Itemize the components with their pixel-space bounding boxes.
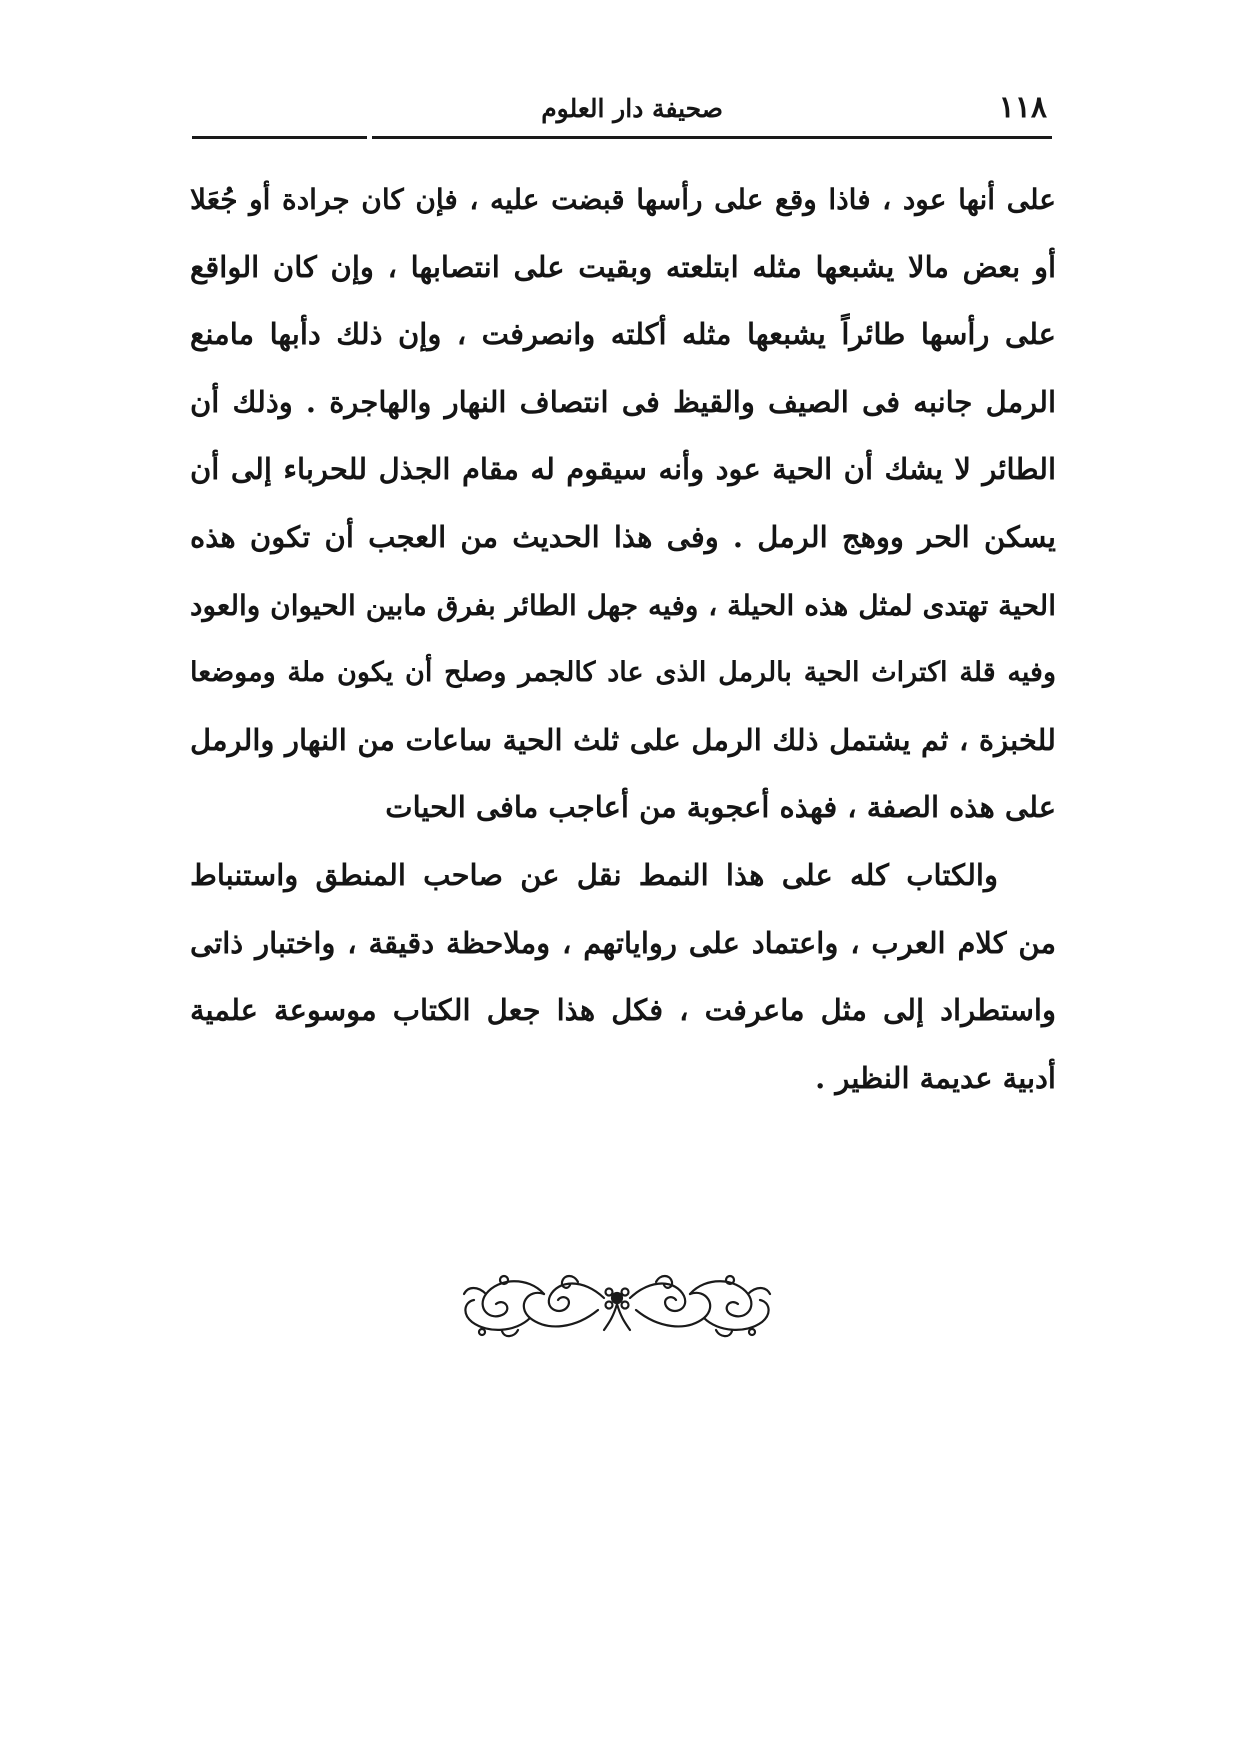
text-line: يسكن الحر ووهج الرمل . وفى هذا الحديث من العجب أن تكون هذه xyxy=(190,519,1056,554)
floral-scroll-ornament-icon xyxy=(458,1268,776,1344)
page-number: ١١٨ xyxy=(998,90,1047,125)
text-line: واستطراد إلى مثل ماعرفت ، فكل هذا جعل الكتاب موسوعة علمية xyxy=(190,993,1056,1028)
text-line: والكتاب كله على هذا النمط نقل عن صاحب المنطق واستنباط xyxy=(190,857,998,892)
text-line: وفيه قلة اكتراث الحية بالرمل الذى عاد كالجمر وصلح أن يكون ملة وموضعا xyxy=(190,657,1056,689)
text-line: أو بعض مالا يشبعها مثله ابتلعته وبقيت على انتصابها ، وإن كان الواقع xyxy=(190,249,1056,284)
running-title: صحيفة دار العلوم xyxy=(541,94,723,123)
page-header xyxy=(190,88,1053,132)
text-line: من كلام العرب ، واعتماد على رواياتهم ، وملاحظة دقيقة ، واختبار ذاتى xyxy=(190,925,1056,960)
text-line: الطائر لا يشك أن الحية عود وأنه سيقوم له مقام الجذل للحرباء إلى أن xyxy=(190,452,1056,487)
text-line: أدبية عديمة النظير . xyxy=(815,1060,1056,1095)
text-line: الرمل جانبه فى الصيف والقيظ فى انتصاف النهار والهاجرة . وذلك أن xyxy=(190,384,1056,419)
text-line: على هذه الصفة ، فهذه أعجوبة من أعاجب مافى الحيات xyxy=(385,790,1056,825)
header-rule-left xyxy=(192,136,367,139)
text-line: على أنها عود ، فاذا وقع على رأسها قبضت عليه ، فإن كان جرادة أو جُعَلا xyxy=(190,183,1056,216)
header-rule-right xyxy=(372,136,1052,139)
text-line: للخبزة ، ثم يشتمل ذلك الرمل على ثلث الحية ساعات من النهار والرمل xyxy=(190,722,1056,757)
text-line: على رأسها طائراً يشبعها مثله أكلته وانصرفت ، وإن ذلك دأبها مامنع xyxy=(190,317,1056,352)
text-line: الحية تهتدى لمثل هذه الحيلة ، وفيه جهل الطائر بفرق مابين الحيوان والعود xyxy=(190,588,1056,622)
body-text xyxy=(190,166,1056,1112)
